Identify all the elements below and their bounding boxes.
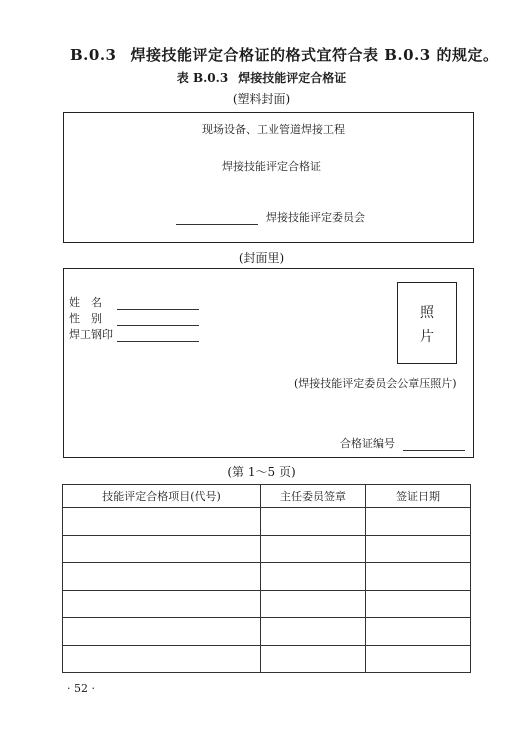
field-name-row [69, 294, 199, 310]
photo-box [397, 282, 457, 364]
table-row [63, 645, 471, 673]
table-header-row [63, 485, 471, 508]
table-row [63, 618, 471, 646]
field-stamp-blank [117, 341, 199, 342]
cover-committee-row [176, 209, 365, 225]
section-heading [70, 44, 498, 65]
section-text: 焊接技能评定合格证的格式宜符合表 B.0.3 的规定。 [130, 46, 499, 64]
pages-caption: (第 1～5 页) [227, 465, 296, 479]
committee-name-blank [176, 224, 258, 225]
table-row [63, 535, 471, 563]
field-stamp-label: 焊工钢印 [69, 328, 113, 341]
table-title [0, 69, 523, 86]
table-row [63, 563, 471, 591]
cert-number-label: 合格证编号 [340, 437, 395, 450]
photo-label-2: 片 [420, 329, 434, 345]
column-header-item: 技能评定合格项目(代号) [63, 485, 261, 508]
cert-number-row [340, 435, 465, 451]
cover-line-1: 现场设备、工业管道焊接工程 [202, 123, 345, 136]
cover-caption: (塑料封面) [232, 92, 291, 106]
record-table [62, 484, 471, 673]
cover-box [63, 112, 474, 243]
field-gender-label: 性 别 [69, 312, 102, 325]
column-header-signature: 主任委员签章 [261, 485, 366, 508]
column-header-date: 签证日期 [366, 485, 471, 508]
table-row [63, 590, 471, 618]
field-gender-row [69, 310, 199, 326]
table-number: 表 B.0.3 [176, 71, 229, 85]
cover-committee: 焊接技能评定委员会 [266, 211, 365, 224]
field-name-label: 姓 名 [69, 296, 102, 309]
page-number: · 52 · [67, 682, 95, 695]
section-number: B.0.3 [70, 46, 117, 64]
table-name: 焊接技能评定合格证 [238, 71, 347, 85]
table-row [63, 508, 471, 536]
field-stamp-row [69, 326, 199, 342]
cert-number-blank [403, 450, 465, 451]
inside-caption: (封面里) [238, 251, 285, 265]
inside-box [63, 268, 474, 458]
cover-line-2: 焊接技能评定合格证 [222, 160, 321, 173]
photo-label-1: 照 [420, 305, 434, 321]
seal-note: (焊接技能评定委员会公章压照片) [294, 377, 457, 390]
